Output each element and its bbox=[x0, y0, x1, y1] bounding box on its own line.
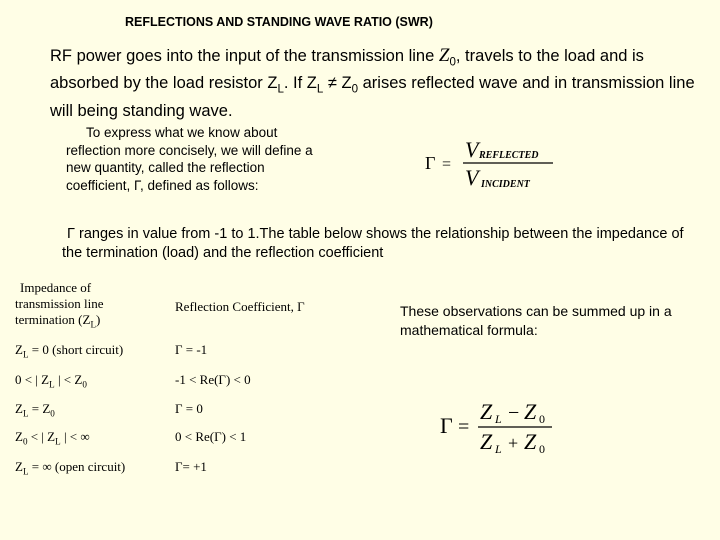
cell-text: 0 < | Z bbox=[15, 372, 50, 387]
den-z0: Z bbox=[524, 429, 537, 454]
reflection-cell: 0 < Re(Γ) < 1 bbox=[175, 429, 247, 444]
v-reflected: V bbox=[465, 137, 479, 162]
num-zl-sub: L bbox=[495, 412, 502, 426]
cell-text: Z bbox=[15, 342, 23, 357]
reflection-cell: Γ= +1 bbox=[175, 459, 207, 474]
gamma-description: To express what we know about reflection more concisely, we will define a new quantity, called the reflection coefficient, Γ, defined as follows: bbox=[66, 125, 313, 193]
slide-title: REFLECTIONS AND STANDING WAVE RATIO (SWR) bbox=[125, 15, 433, 29]
cell-sub: L bbox=[55, 436, 61, 447]
v-incident: V bbox=[465, 165, 479, 190]
den-zl-sub: L bbox=[495, 442, 502, 456]
table-row bbox=[15, 459, 345, 487]
intro-paragraph bbox=[50, 45, 710, 122]
header-impedance-line1: Impedance of bbox=[20, 280, 92, 295]
header-impedance-line2: transmission line bbox=[15, 296, 104, 311]
cell-text: | < Z bbox=[54, 372, 83, 387]
cell-sub: L bbox=[22, 408, 29, 419]
cell-sub: 0 bbox=[22, 436, 28, 447]
incident-label: INCIDENT bbox=[481, 179, 530, 190]
formula-minus: − bbox=[508, 402, 520, 424]
formula-gamma-symbol: Γ bbox=[440, 413, 453, 438]
table-row bbox=[15, 342, 345, 372]
summary-text: These observations can be summed up in a mathematical formula: bbox=[400, 303, 672, 338]
reflection-cell: Γ = -1 bbox=[175, 342, 208, 357]
formula-equals: = bbox=[458, 416, 470, 438]
cell-text: | < ∞ bbox=[60, 429, 90, 444]
impedance-cell bbox=[15, 459, 175, 487]
impedance-cell bbox=[15, 342, 175, 372]
gamma-equals: = bbox=[442, 156, 452, 173]
reflection-table bbox=[15, 280, 345, 487]
table-row bbox=[15, 401, 345, 429]
zl-sub: L bbox=[277, 83, 284, 96]
impedance-cell bbox=[15, 401, 175, 429]
range-note: Γ ranges in value from -1 to 1.The table below shows the relationship between the impedance of the termination (load) and the reflection coefficient bbox=[62, 226, 684, 261]
reflection-formula bbox=[440, 395, 620, 465]
cell-text: = 0 (short circuit) bbox=[28, 342, 124, 357]
intro-text-2: , travels to the load and is absorbed by the load resistor Z bbox=[50, 47, 644, 93]
num-z0-sub: 0 bbox=[539, 412, 545, 426]
cell-sub: 0 bbox=[82, 379, 87, 390]
reflection-cell: -1 < Re(Γ) < 0 bbox=[175, 372, 251, 387]
z0-sub-2: 0 bbox=[351, 83, 359, 96]
cell-text: = Z bbox=[28, 401, 51, 416]
table-row bbox=[15, 372, 345, 401]
z0-symbol: Z bbox=[438, 45, 450, 66]
num-z0: Z bbox=[524, 399, 537, 424]
intro-text-1: RF power goes into the input of the transmission line bbox=[50, 47, 435, 65]
table-header-row bbox=[15, 280, 345, 342]
header-impedance bbox=[15, 280, 175, 342]
not-equal: ≠ Z bbox=[323, 74, 352, 93]
cell-text: Z bbox=[15, 429, 23, 444]
gamma-symbol: Γ bbox=[425, 153, 436, 173]
cell-sub: L bbox=[49, 379, 55, 390]
cell-sub: L bbox=[22, 466, 29, 477]
formula-plus: + bbox=[508, 433, 519, 453]
header-impedance-line3 bbox=[15, 312, 175, 330]
header-impedance-end: ) bbox=[96, 312, 101, 327]
den-z0-sub: 0 bbox=[539, 442, 545, 456]
header-impedance-sub: L bbox=[90, 319, 97, 330]
intro-text-4: arises reflected wave and in transmission line will being standing wave. bbox=[50, 74, 695, 120]
num-z: Z bbox=[480, 399, 493, 424]
den-z: Z bbox=[480, 429, 493, 454]
z0-sub: 0 bbox=[449, 56, 456, 69]
intro-text-3: . If Z bbox=[283, 74, 317, 93]
header-reflection: Reflection Coefficient, Γ bbox=[175, 299, 305, 314]
reflection-cell: Γ = 0 bbox=[175, 401, 203, 416]
impedance-cell bbox=[15, 429, 175, 459]
table-row bbox=[15, 429, 345, 459]
impedance-cell bbox=[15, 372, 175, 401]
cell-text: < | Z bbox=[27, 429, 56, 444]
reflected-label: REFLECTED bbox=[479, 150, 539, 161]
cell-sub: 0 bbox=[50, 408, 55, 419]
zl-sub-2: L bbox=[316, 83, 324, 96]
gamma-definition-formula bbox=[425, 135, 595, 195]
cell-text: = ∞ (open circuit) bbox=[28, 459, 126, 474]
cell-text: Z bbox=[15, 459, 23, 474]
cell-text: Z bbox=[15, 401, 23, 416]
cell-sub: L bbox=[22, 349, 29, 360]
header-impedance-text: termination (Z bbox=[15, 312, 91, 327]
